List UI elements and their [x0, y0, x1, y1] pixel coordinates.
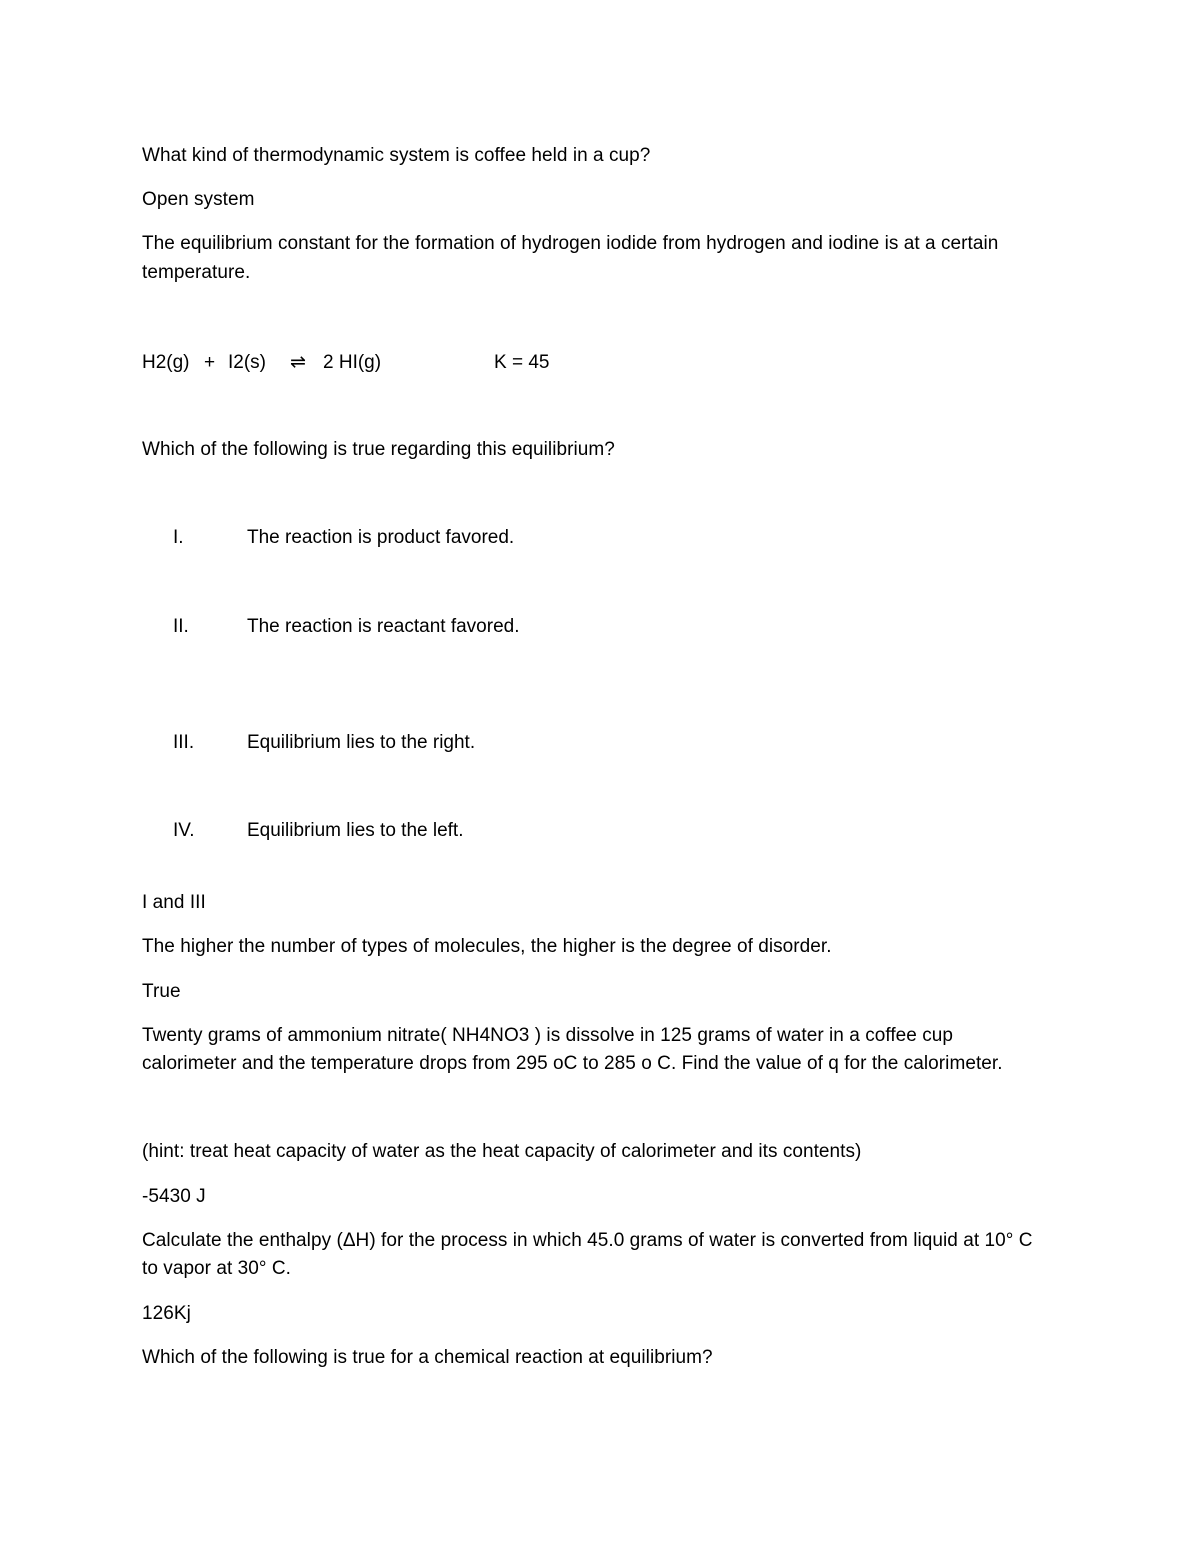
equation-k-value: K = 45 — [494, 352, 550, 373]
option-text: Equilibrium lies to the right. — [247, 732, 476, 753]
question-equilibrium-true: Which of the following is true for a chemical reaction at equilibrium? — [142, 1347, 713, 1368]
question-thermodynamic-system: What kind of thermodynamic system is coffee held in a cup? — [142, 145, 651, 166]
question-equilibrium-constant: The equilibrium constant for the formation of hydrogen iodide from hydrogen and iodine is at a certain temperature. — [142, 233, 999, 283]
option-number: III. — [173, 732, 195, 753]
option-number: II. — [173, 616, 189, 637]
answer-open-system: Open system — [142, 189, 255, 210]
option-text: The reaction is product favored. — [247, 527, 515, 548]
question-which-true: Which of the following is true regarding this equilibrium? — [142, 439, 615, 460]
equation-plus: + — [204, 352, 216, 373]
option-number: IV. — [173, 820, 195, 841]
answer-q-value: -5430 J — [142, 1186, 206, 1207]
question-enthalpy-line2: to vapor at 30° C. — [142, 1258, 291, 1279]
answer-true: True — [142, 981, 181, 1002]
question-ammonium-nitrate-line1: Twenty grams of ammonium nitrate( NH4NO3 ) is dissolve in 125 grams of water in a coffee cup — [142, 1025, 954, 1046]
answer-enthalpy: 126Kj — [142, 1303, 191, 1324]
equilibrium-arrow-icon: ⇌ — [290, 352, 306, 373]
question-enthalpy-line1: Calculate the enthalpy (ΔH) for the process in which 45.0 grams of water is converted from liquid at 10° C — [142, 1230, 1033, 1251]
option-text: The reaction is reactant favored. — [247, 616, 520, 637]
equation-product-hi: 2 HI(g) — [323, 352, 382, 373]
option-text: Equilibrium lies to the left. — [247, 820, 464, 841]
answer-i-and-iii: I and III — [142, 892, 206, 913]
question-disorder: The higher the number of types of molecules, the higher is the degree of disorder. — [142, 936, 832, 957]
equation-reactant-i2: I2(s) — [228, 352, 266, 373]
question-ammonium-nitrate-line2: calorimeter and the temperature drops from 295 oC to 285 o C. Find the value of q for the calorimeter. — [142, 1053, 1003, 1074]
equation-reactant-h2: H2(g) — [142, 352, 190, 373]
option-number: I. — [173, 527, 184, 548]
hint-heat-capacity: (hint: treat heat capacity of water as the heat capacity of calorimeter and its contents) — [142, 1141, 862, 1162]
